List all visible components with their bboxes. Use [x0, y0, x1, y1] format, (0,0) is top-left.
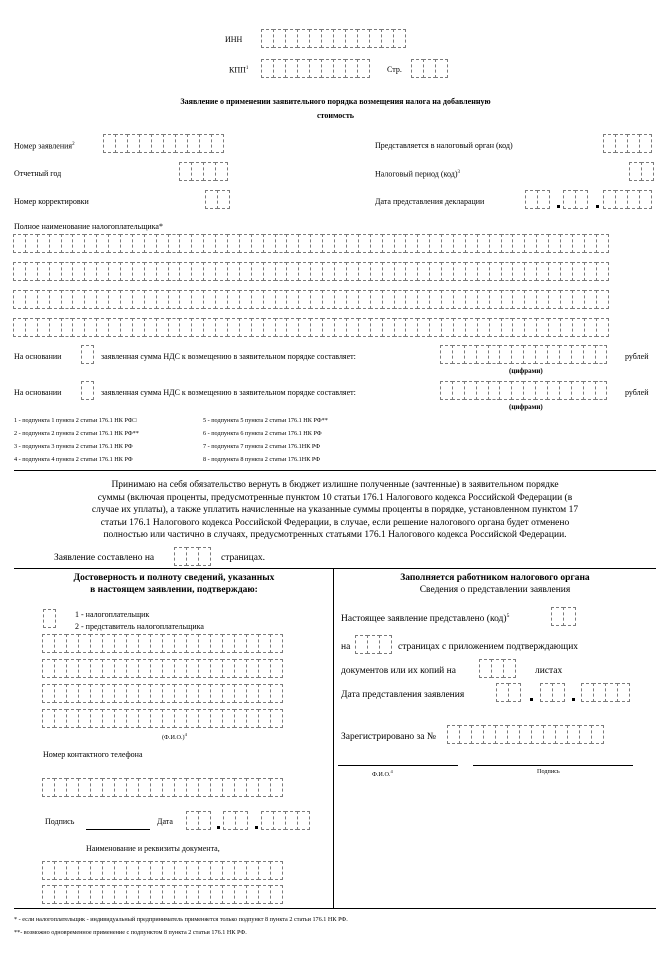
basis-code-1[interactable]	[81, 345, 94, 364]
fio-row-1[interactable]	[42, 634, 283, 653]
sign-month-cells[interactable]	[223, 811, 248, 830]
declaration-date-label: Дата представления декларации	[375, 197, 485, 206]
staff-signature-line[interactable]	[473, 765, 633, 766]
input-cell[interactable]	[595, 381, 608, 400]
input-cell[interactable]	[595, 345, 608, 364]
staff-fio-line[interactable]	[338, 765, 458, 766]
sheets-label: листах	[535, 666, 563, 676]
input-cell[interactable]	[270, 861, 283, 880]
tax-authority-label: Представляется в налоговый орган (код)	[375, 141, 513, 150]
input-cell[interactable]	[393, 29, 406, 48]
vat-amount-cells-2[interactable]	[440, 381, 607, 400]
input-cell[interactable]	[508, 683, 521, 702]
input-cell[interactable]	[596, 234, 609, 253]
fio-row-4[interactable]	[42, 709, 283, 728]
note-right-7: 7 - подпункта 7 пункта 2 статьи 176.1НК РФ	[203, 443, 321, 450]
sign-year-cells[interactable]	[261, 811, 310, 830]
sign-day-cells[interactable]	[186, 811, 211, 830]
obligation-line: статьи 176.1 Налогового кодекса Российской Федерации, в случае, если решение налогового органа будет отменено	[100, 517, 570, 528]
obligation-line: полностью или частично в случаях, предусмотренных статьями 176.1 Налогового кодекса Российской Федерации.	[103, 530, 567, 541]
report-year-cells[interactable]	[179, 162, 228, 181]
note-right-8: 8 - подпункта 8 пункта 2 статьи 176.1НК РФ	[203, 456, 321, 463]
input-cell[interactable]	[270, 684, 283, 703]
signature-label: Подпись	[45, 817, 75, 826]
currency-label-2: рублей	[625, 388, 649, 397]
input-cell[interactable]	[596, 318, 609, 337]
page-label: Стр.	[387, 65, 402, 74]
declaration-year-cells[interactable]	[603, 190, 652, 209]
basis-code-2[interactable]	[81, 381, 94, 400]
full-name-row-1[interactable]	[13, 234, 609, 253]
footnote-1: * - если налогоплательщик - индивидуальный предприниматель применяется только подпункт 8 пункта 2 статьи 176.1 НК РФ.	[14, 916, 348, 923]
input-cell[interactable]	[537, 190, 550, 209]
registration-number-cells[interactable]	[447, 725, 604, 744]
docs-copies-label: документов или их копий на	[341, 666, 456, 676]
sheets-cells[interactable]	[479, 659, 516, 678]
input-cell[interactable]	[198, 547, 211, 566]
form-title-line1: Заявление о применении заявительного порядка возмещения налога на добавленную	[180, 97, 491, 106]
section-top-border	[14, 568, 656, 569]
input-cell[interactable]	[575, 190, 588, 209]
input-cell[interactable]	[211, 134, 224, 153]
full-name-row-3[interactable]	[13, 290, 609, 309]
submission-day-cells[interactable]	[496, 683, 521, 702]
full-name-row-2[interactable]	[13, 262, 609, 281]
input-cell[interactable]	[641, 162, 654, 181]
fio-caption: $(Ф.И.О.)^4$	[162, 732, 187, 742]
input-cell[interactable]	[357, 59, 370, 78]
right-heading-1: Заполняется работником налогового органа	[400, 573, 590, 583]
date-dot	[557, 205, 560, 208]
input-cell[interactable]	[596, 290, 609, 309]
input-cell[interactable]	[270, 659, 283, 678]
correction-number-cells[interactable]	[205, 190, 230, 209]
pages-with-label: страницах с приложением подтверждающих	[398, 642, 579, 652]
basis-text-1: заявленная сумма НДС к возмещению в заявительном порядке составляет:	[101, 352, 356, 361]
input-cell[interactable]	[639, 190, 652, 209]
kpp-label: КПП$^1$	[229, 65, 249, 75]
submission-date-label: Дата представления заявления	[341, 690, 465, 700]
report-year-label: Отчетный год	[14, 169, 62, 178]
left-heading-1: Достоверность и полноту сведений, указанных	[73, 573, 275, 583]
input-cell[interactable]	[43, 609, 56, 628]
note-left-3: 3 - подпункта 3 пункта 2 статьи 176.1 НК РФ	[14, 443, 133, 450]
digits-note-2: (цифрами)	[509, 403, 543, 411]
inn-cells[interactable]	[261, 29, 406, 48]
obligation-line: случае их уплаты), а также уплатить начисленные на указанные суммы проценты в порядке, установленном пунктом 17	[91, 505, 579, 516]
signature-line[interactable]	[86, 829, 150, 830]
document-label: Наименование и реквизиты документа,	[86, 844, 220, 853]
note-left-1: 1 - подпункта 1 пункта 2 статьи 176.1 НК РФ□	[14, 417, 137, 424]
tax-period-label: Налоговый период (код)$^3$	[375, 169, 461, 179]
basis-text-2: заявленная сумма НДС к возмещению в заявительном порядке составляет:	[101, 388, 356, 397]
input-cell[interactable]	[552, 683, 565, 702]
note-right-5: 5 - подпункта 5 пункта 2 статьи 176.1 НК РФ**	[203, 417, 328, 424]
submitted-code-label: Настоящее заявление представлено (код)$^5$	[341, 613, 510, 625]
submission-month-cells[interactable]	[540, 683, 565, 702]
inn-label: ИНН	[225, 35, 243, 44]
signer-type-cell[interactable]	[43, 609, 56, 628]
application-number-cells[interactable]	[103, 134, 224, 153]
input-cell[interactable]	[591, 725, 604, 744]
submission-pages-cells[interactable]	[355, 635, 392, 654]
note-left-2: 2 - подпункта 2 пункта 2 статьи 176.1 НК РФ**	[14, 430, 139, 437]
input-cell[interactable]	[379, 635, 392, 654]
page-number-cells[interactable]	[411, 59, 448, 78]
application-number-label: Номер заявления$^2$	[14, 141, 75, 151]
full-name-label: Полное наименование налогоплательщика*	[14, 222, 163, 231]
date-label: Дата	[157, 817, 173, 826]
left-heading-2: в настоящем заявлении, подтверждаю:	[90, 585, 258, 595]
fio-row-3[interactable]	[42, 684, 283, 703]
input-cell[interactable]	[215, 162, 228, 181]
registered-label: Зарегистрировано за №	[341, 732, 436, 742]
obligation-line: суммы (включая проценты, предусмотренные пунктом 10 статьи 176.1 Налогового кодекса Российской Федерации (в	[97, 492, 573, 503]
input-cell[interactable]	[596, 262, 609, 281]
input-cell[interactable]	[270, 709, 283, 728]
declaration-day-cells[interactable]	[525, 190, 550, 209]
section-divider	[333, 568, 334, 908]
date-dot	[255, 826, 258, 829]
total-pages-cells[interactable]	[174, 547, 211, 566]
date-dot	[572, 698, 575, 701]
signer-option-2: 2 - представитель налогоплательщика	[75, 622, 204, 631]
date-dot	[596, 205, 599, 208]
submission-year-cells[interactable]	[581, 683, 630, 702]
date-dot	[217, 826, 220, 829]
input-cell[interactable]	[270, 778, 283, 797]
right-heading-2: Сведения о представлении заявления	[419, 585, 571, 595]
input-cell[interactable]	[270, 885, 283, 904]
phone-label: Номер контактного телефона	[43, 750, 143, 759]
input-cell[interactable]	[563, 607, 576, 626]
pages-line-prefix: Заявление составлено на	[54, 553, 155, 563]
input-cell[interactable]	[81, 345, 94, 364]
kpp-cells[interactable]	[261, 59, 370, 78]
staff-fio-caption: Ф.И.О.$^4$	[372, 769, 393, 779]
tax-authority-cells[interactable]	[603, 134, 652, 153]
footnote-2: **- возможно одновременное применение с подпунктом 8 пункта 2 статьи 176.1 НК РФ.	[14, 929, 247, 936]
basis-prefix-1: На основании	[14, 352, 62, 361]
input-cell[interactable]	[81, 381, 94, 400]
section-bottom-border	[14, 908, 656, 909]
on-label: на	[341, 642, 351, 652]
basis-prefix-2: На основании	[14, 388, 62, 397]
note-right-6: 6 - подпункта 6 пункта 2 статьи 176.1 НК РФ	[203, 430, 322, 437]
currency-label-1: рублей	[625, 352, 649, 361]
input-cell[interactable]	[235, 811, 248, 830]
declaration-month-cells[interactable]	[563, 190, 588, 209]
document-row-1[interactable]	[42, 861, 283, 880]
form-title-line2: стоимость	[316, 111, 355, 120]
input-cell[interactable]	[217, 190, 230, 209]
date-dot	[530, 698, 533, 701]
signer-option-1: 1 - налогоплательщик	[75, 610, 150, 619]
submitted-code-cells[interactable]	[551, 607, 576, 626]
note-left-4: 4 - подпункта 4 пункта 2 статьи 176.1 НК РФ	[14, 456, 133, 463]
obligation-line: Принимаю на себя обязательство вернуть в бюджет излишне полученные (зачтенные) в заявительном порядке	[111, 480, 559, 490]
input-cell[interactable]	[297, 811, 310, 830]
correction-number-label: Номер корректировки	[14, 197, 89, 206]
tax-period-cells[interactable]	[629, 162, 654, 181]
input-cell[interactable]	[503, 659, 516, 678]
input-cell[interactable]	[270, 634, 283, 653]
input-cell[interactable]	[617, 683, 630, 702]
separator-line	[14, 470, 656, 471]
staff-signature-caption: Подпись	[537, 768, 560, 775]
input-cell[interactable]	[198, 811, 211, 830]
obligation-paragraph	[14, 479, 656, 542]
phone-cells[interactable]	[42, 778, 283, 797]
fio-row-2[interactable]	[42, 659, 283, 678]
pages-line-suffix: страницах.	[221, 553, 266, 563]
input-cell[interactable]	[639, 134, 652, 153]
document-row-2[interactable]	[42, 885, 283, 904]
full-name-row-4[interactable]	[13, 318, 609, 337]
input-cell[interactable]	[435, 59, 448, 78]
digits-note-1: (цифрами)	[509, 367, 543, 375]
vat-amount-cells-1[interactable]	[440, 345, 607, 364]
